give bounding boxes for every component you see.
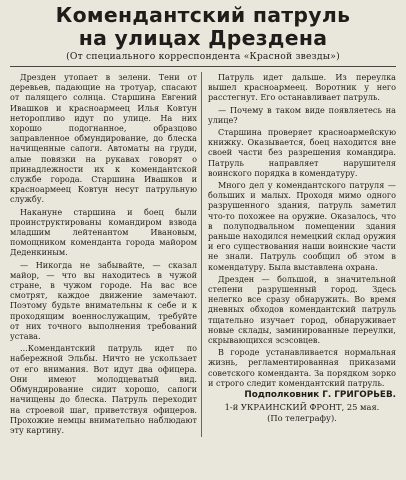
paragraph: Дрезден утопает в зелени. Тени от деревьев, падающие на тротуар, спасают от палящего солнца. Старшина Евгений Ивашков и красноармеец Илья Ковтун неторопливо идут по улице. На них хорошо подогнанное, образцово заправленное обмундирование, до блеска начищенные сапоги. Автоматы на груди, алые повязки на рукавах говорят о принадлежности их к комендантской службе города. Старшина Ивашков и красноармеец Ковтун несут патрульную службу. bbox=[10, 72, 197, 205]
byline: Подполковник Г. ГРИГОРЬЕВ. bbox=[244, 390, 396, 401]
title-rule bbox=[10, 66, 396, 67]
paragraph: В городе устанавливается нормальная жизнь, регламентированная приказами советского коменданта. За порядком зорко и строго следит комендантский патруль. bbox=[208, 347, 396, 388]
paragraph: Старшина проверяет красноармейскую книжку. Оказывается, боец находится вне своей части без разрешения командира. Патруль направляет нарушителя воинского порядка в комендатуру. bbox=[208, 127, 396, 178]
article-subtitle: (От специального корреспондента «Красной звезды») bbox=[66, 51, 340, 62]
paragraph: — Никогда не забывайте, — сказал майор, — что вы находитесь в чужой стране, в чужом городе. На вас все смотрят, каждое движение замечают. Поэтому будьте внимательны к себе и к проходящим военнослужащим, требуйте от них точного выполнения требований устава. bbox=[10, 259, 197, 342]
paragraph: Патруль идет дальше. Из переулка вышел красноармеец. Воротник у него расстегнут. Его останавливает патруль. bbox=[208, 72, 396, 103]
dateline: 1-й УКРАИНСКИЙ ФРОНТ, 25 мая. bbox=[224, 402, 380, 413]
title-line-1: Комендантский патруль bbox=[55, 3, 351, 27]
paragraph: Накануне старшина и боец были проинструктированы командиром взвода младшим лейтенантом Ивановым, помощником коменданта города майором Деденкиным. bbox=[10, 206, 197, 258]
paragraph: Дрезден — большой, в значительной степени разрушенный город. Здесь нелегко все сразу обнаружить. Во время дневных обходов комендантский патруль тщательно изучает город, обнаруживает новые склады, заминированные переулки, скрывающихся эсэсовцев. bbox=[208, 273, 396, 346]
dateline-source: (По телеграфу). bbox=[267, 413, 337, 424]
right-column bbox=[201, 72, 396, 437]
paragraph: Много дел у комендантского патруля — больших и малых. Проходя мимо одного разрушенного здания, патруль заметил что-то похожее на оружие. Оказалось, что в полуподвальном помещении здания раньше находился немецкий склад оружия и его существования наши воинские части не знали. Патруль сообщил об этом в комендатуру. Была выставлена охрана. bbox=[208, 180, 396, 272]
left-column bbox=[10, 72, 197, 437]
title-line-2: на улицах Дрездена bbox=[78, 25, 328, 50]
article-columns bbox=[10, 72, 396, 437]
paragraph: — Почему в таком виде появляетесь на улице? bbox=[208, 104, 396, 125]
paragraph: ...Комендантский патруль идет по набережной Эльбы. Ничто не ускользает от его внимания. Вот идут два офицера. Они имеют молодцеватый вид. Обмундирование сидит хорошо, сапоги начищены до блеска. Патруль переходит на строевой шаг, приветствуя офицеров. Прохожие немцы внимательно наблюдают эту картину. bbox=[10, 343, 197, 435]
article-title bbox=[10, 4, 396, 49]
